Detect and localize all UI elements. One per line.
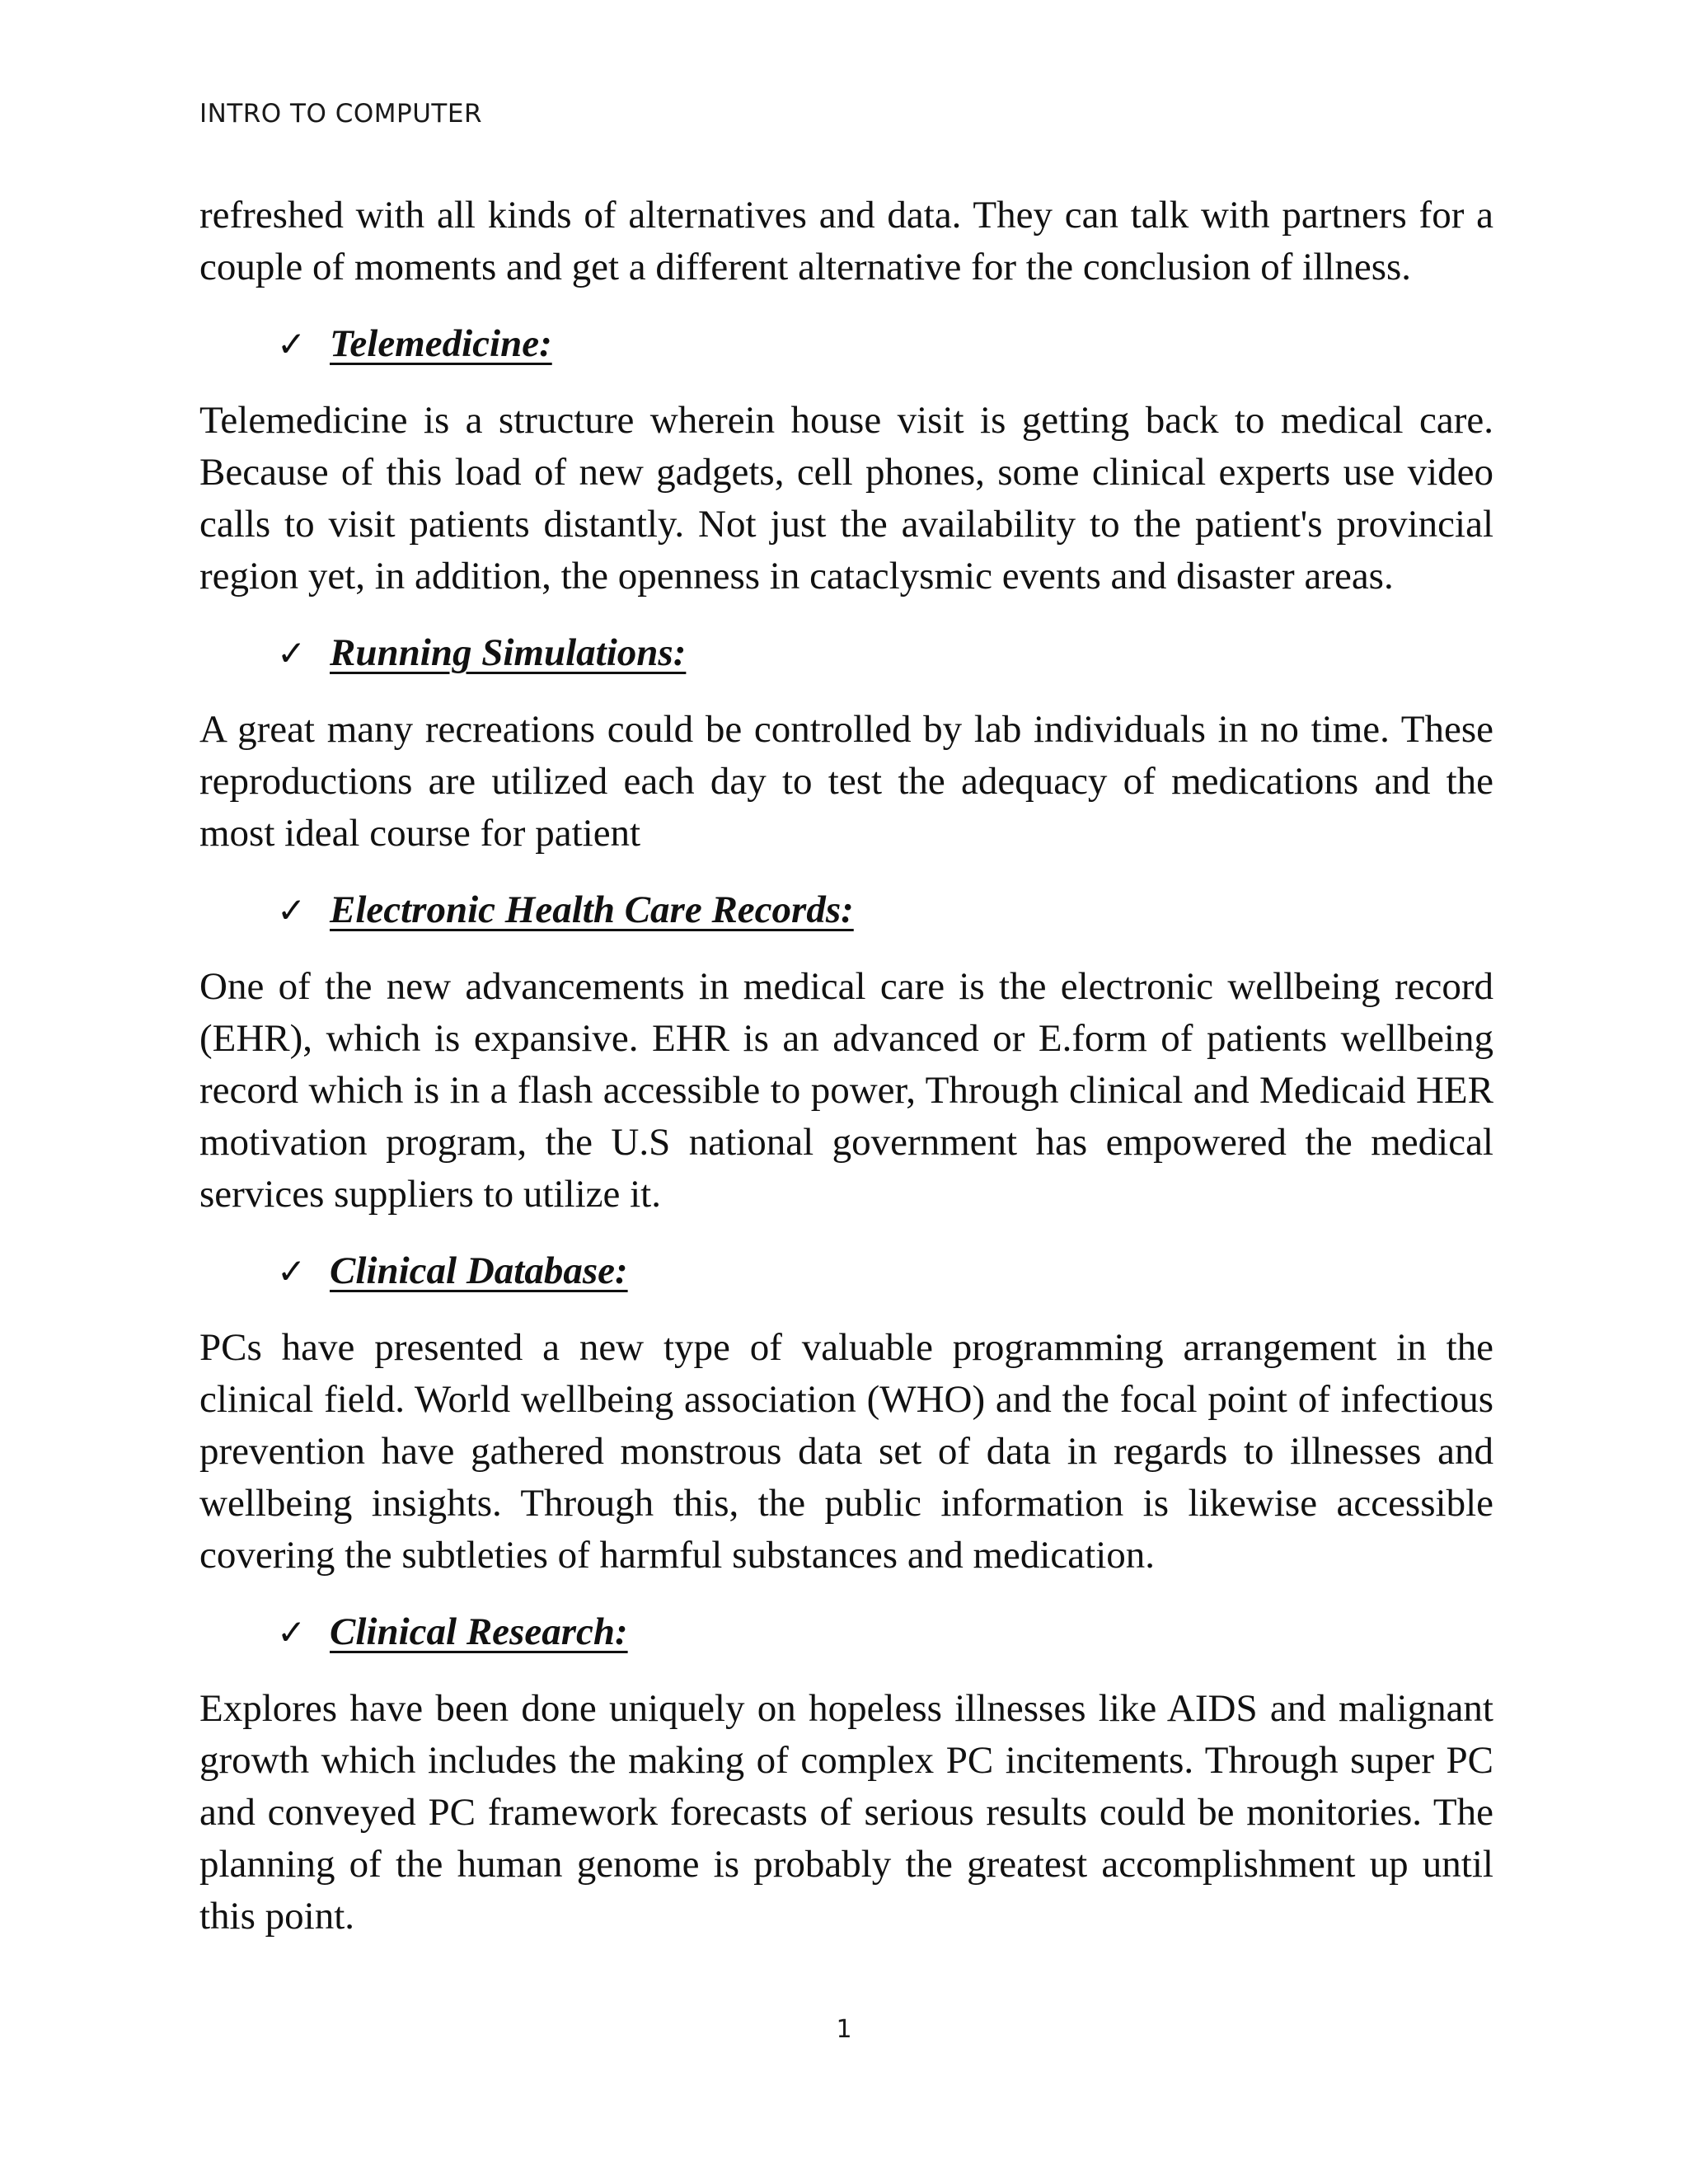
section-heading-running-simulations	[199, 627, 1493, 679]
section-heading-label: Clinical Research:	[330, 1610, 628, 1653]
section-heading-clinical-database	[199, 1245, 1493, 1297]
section-heading-label: Electronic Health Care Records:	[330, 888, 854, 931]
section-heading-telemedicine	[199, 318, 1493, 370]
section-body-running-simulations: A great many recreations could be controlled by lab individuals in no time. These reproductions are utilized each day to test the adequacy of medications and the most ideal course for patient	[199, 708, 1493, 855]
section-body-clinical-database: PCs have presented a new type of valuable programming arrangement in the clinical field. World wellbeing association (WHO) and the focal point of infectious prevention have gathered monstrous data set of data in regards to illnesses and wellbeing insights. Through this, the public information is likewise accessible covering the subtleties of harmful substances and medication.	[199, 1326, 1493, 1577]
check-icon: ✓	[277, 890, 307, 930]
check-icon: ✓	[277, 1251, 307, 1291]
section-heading-label: Clinical Database:	[330, 1249, 628, 1292]
section-body-electronic-health-care-records: One of the new advancements in medical care is the electronic wellbeing record (EHR), which is expansive. EHR is an advanced or E.form of patients wellbeing record which is in a flash accessible to power, Through clinical and Medicaid HER motivation program, the U.S national government has empowered the medical services suppliers to utilize it.	[199, 965, 1493, 1216]
check-icon: ✓	[277, 324, 307, 364]
section-heading-clinical-research	[199, 1606, 1493, 1658]
check-icon: ✓	[277, 1612, 307, 1652]
section-heading-label: Telemedicine:	[330, 322, 552, 365]
section-body-telemedicine: Telemedicine is a structure wherein house visit is getting back to medical care. Because of this load of new gadgets, cell phones, some clinical experts use video calls to visit patients distantly. Not just the availability to the patient's provincial region yet, in addition, the openness in cataclysmic events and disaster areas.	[199, 399, 1493, 598]
section-heading-electronic-health-care-records	[199, 884, 1493, 936]
running-header: INTRO TO COMPUTER	[199, 99, 482, 129]
section-body-clinical-research: Explores have been done uniquely on hopeless illnesses like AIDS and malignant growth which includes the making of complex PC incitements. Through super PC and conveyed PC framework forecasts of serious results could be monitories. The planning of the human genome is probably the greatest accomplishment up until this point.	[199, 1687, 1493, 1938]
page-number: 1	[836, 2015, 852, 2044]
intro-paragraph: refreshed with all kinds of alternatives and data. They can talk with partners for a couple of moments and get a different alternative for the conclusion of illness.	[199, 194, 1493, 288]
section-heading-label: Running Simulations:	[330, 631, 687, 674]
check-icon: ✓	[277, 633, 307, 673]
page-content	[199, 190, 1493, 1967]
